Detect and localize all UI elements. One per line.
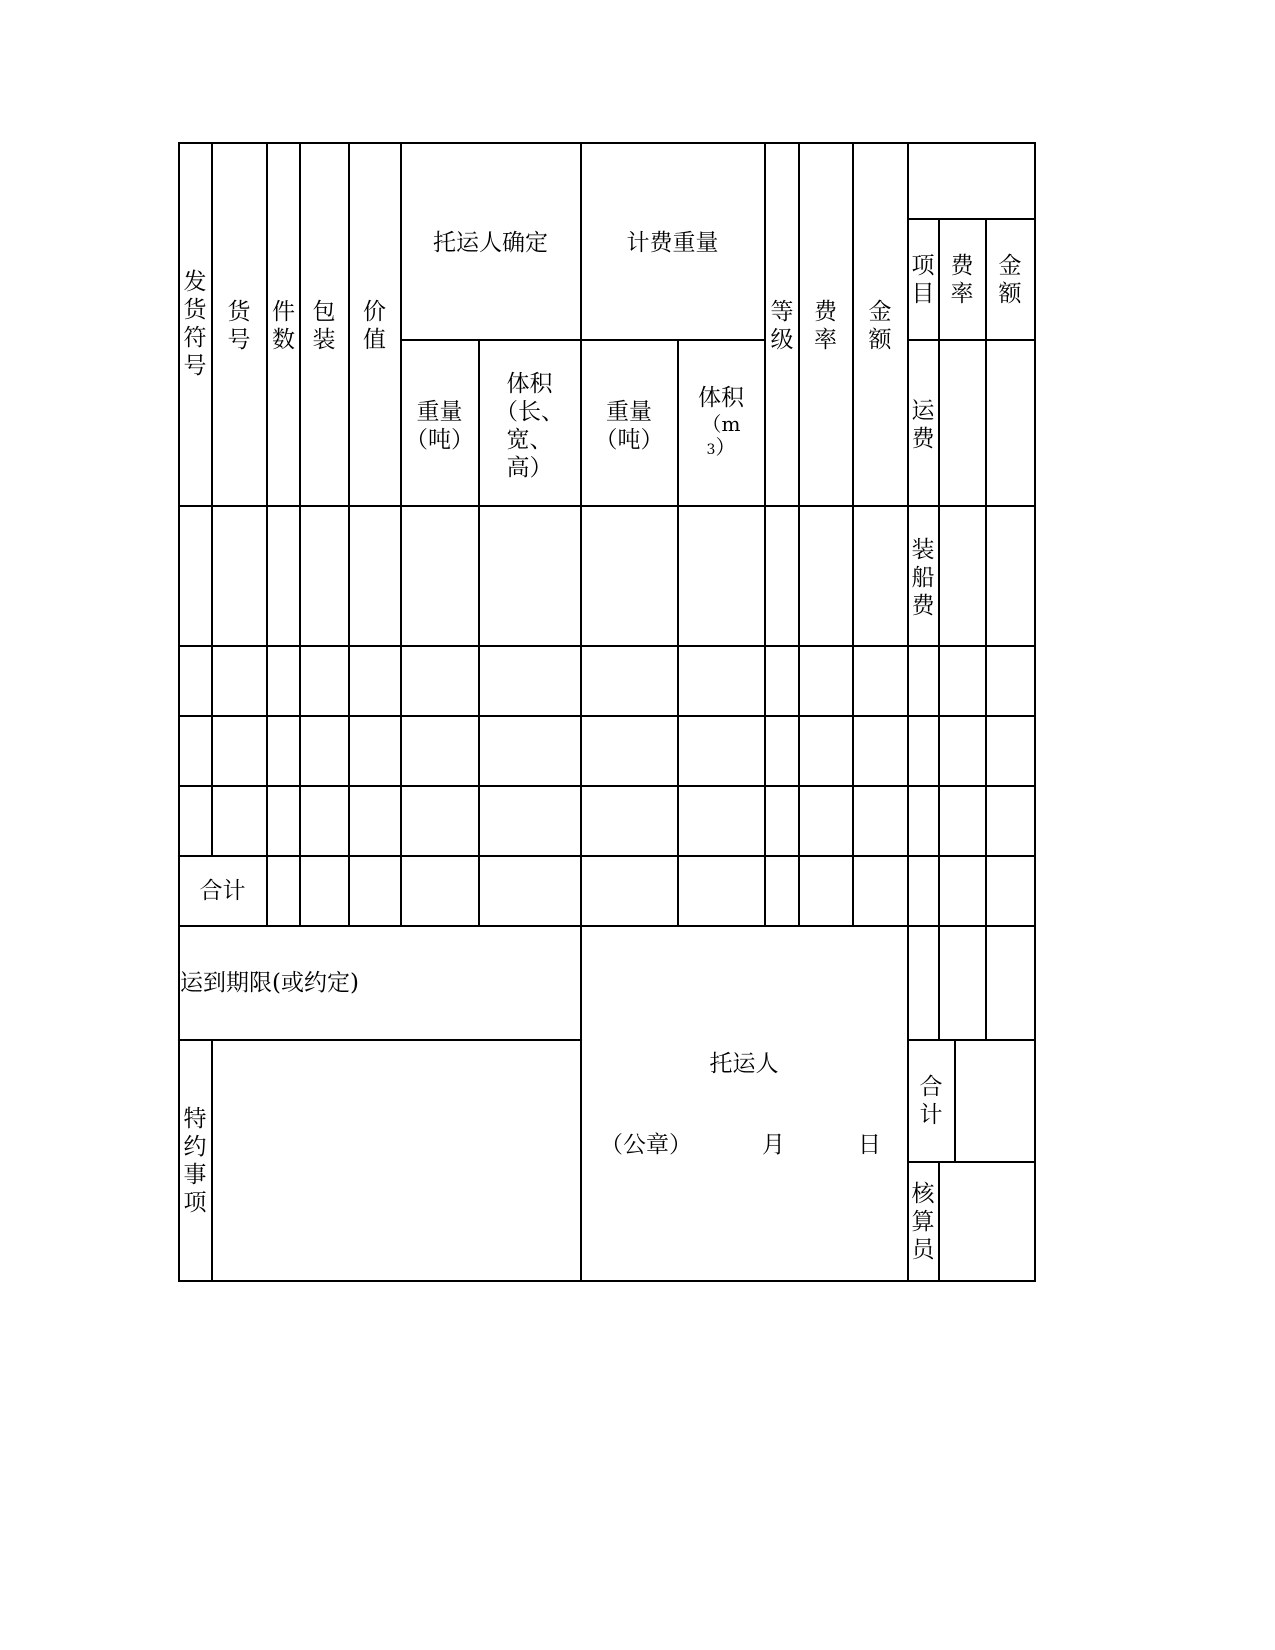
header-amount-char: 额 [868, 327, 892, 353]
rule [907, 218, 1035, 220]
header-shipper-confirmed: 托运人确定 [433, 230, 548, 256]
header-volume-lwh [479, 370, 580, 482]
accountant-char: 算 [911, 1209, 935, 1235]
header-cargo-no-char: 号 [227, 327, 251, 353]
header-pieces-char: 数 [272, 327, 295, 353]
header-shipping-mark-char: 货 [183, 297, 207, 323]
header-weight-line: （吨） [594, 427, 664, 453]
header-rate-char: 费 [814, 299, 837, 325]
rule [907, 339, 1035, 341]
rule [299, 142, 301, 926]
rule [907, 1161, 1035, 1163]
header-item-char: 项 [911, 253, 935, 279]
header-value [349, 298, 400, 354]
rule [938, 218, 940, 1040]
header-item-rate-char: 率 [950, 281, 974, 307]
shipper-label: 托运人 [709, 1051, 779, 1077]
rule [580, 142, 582, 1282]
delivery-deadline-label: 运到期限(或约定) [180, 970, 359, 996]
rule [954, 1039, 956, 1162]
label-loading-fee-char: 船 [911, 565, 935, 591]
header-cargo-no [212, 298, 266, 354]
header-packing-char: 装 [312, 327, 336, 353]
header-shipping-mark [180, 268, 210, 380]
header-item-rate-char: 费 [950, 253, 974, 279]
special-terms-char: 特 [183, 1106, 207, 1132]
header-shipping-mark-char: 符 [183, 325, 207, 351]
header-shipping-mark-char: 发 [183, 269, 207, 295]
label-loading-fee-char: 装 [911, 537, 935, 563]
rule [798, 142, 800, 926]
header-rate [799, 298, 852, 354]
header-weight-tons-1 [401, 398, 478, 454]
special-terms-label [180, 1105, 210, 1217]
header-item-amount [986, 252, 1034, 308]
header-pieces [268, 298, 299, 354]
header-volume-line: （m [701, 412, 741, 436]
day-label: 日 [858, 1132, 881, 1158]
label-loading-fee-char: 费 [911, 593, 935, 619]
rule [211, 1039, 213, 1281]
header-weight-line: （吨） [405, 427, 474, 453]
rule [400, 142, 402, 926]
header-value-char: 值 [363, 327, 386, 353]
accountant-label [908, 1180, 938, 1264]
special-terms-char: 项 [183, 1190, 207, 1216]
month-label: 月 [762, 1132, 785, 1158]
header-billing-weight: 计费重量 [626, 230, 719, 256]
accountant-char: 员 [911, 1237, 935, 1263]
label-freight-char: 费 [911, 426, 935, 452]
rule [211, 142, 213, 856]
header-volume-line: 高） [506, 455, 553, 481]
accountant-char: 核 [911, 1181, 935, 1207]
rule [400, 339, 765, 341]
header-volume-line: 体积 [698, 385, 744, 411]
label-loading-fee [908, 536, 938, 620]
header-grade-char: 等 [770, 299, 794, 325]
rule [178, 1039, 580, 1041]
rule [1034, 142, 1036, 1282]
header-amount [853, 298, 907, 354]
header-packing-char: 包 [312, 299, 336, 325]
fees-total-label [908, 1073, 954, 1129]
special-terms-char: 约 [183, 1134, 207, 1160]
header-volume-m3 [678, 384, 764, 461]
label-freight-char: 运 [911, 398, 935, 424]
header-item-char: 目 [911, 281, 935, 307]
rule [348, 142, 350, 926]
header-volume-line: （长、 [495, 399, 564, 425]
rule [852, 142, 854, 926]
header-item-amount-char: 金 [998, 253, 1022, 279]
special-terms-char: 事 [183, 1162, 207, 1188]
rule [907, 1039, 1035, 1041]
rule [764, 142, 766, 926]
header-volume-line: 3） [706, 435, 736, 459]
header-weight-tons-2 [581, 398, 677, 454]
header-item-rate [939, 252, 985, 308]
header-item [908, 252, 938, 308]
header-weight-line: 重量 [416, 399, 463, 425]
fees-total-char: 合 [919, 1074, 943, 1100]
header-packing [300, 298, 348, 354]
rule [985, 218, 987, 1040]
header-item-amount-char: 额 [998, 281, 1022, 307]
header-grade [766, 298, 798, 354]
label-freight [908, 397, 938, 453]
header-grade-char: 级 [770, 327, 794, 353]
total-row-label: 合计 [199, 878, 246, 904]
header-amount-char: 金 [868, 299, 892, 325]
header-cargo-no-char: 货 [227, 299, 251, 325]
header-rate-char: 率 [814, 327, 837, 353]
header-value-char: 价 [363, 299, 386, 325]
header-volume-line: 宽、 [506, 427, 553, 453]
header-volume-line: 体积 [506, 371, 553, 397]
header-weight-line: 重量 [606, 399, 652, 425]
rule [938, 1161, 940, 1281]
fees-total-char: 计 [919, 1102, 943, 1128]
rule [266, 142, 268, 926]
seal-label: （公章） [600, 1132, 692, 1158]
header-shipping-mark-char: 号 [183, 353, 207, 379]
header-pieces-char: 件 [272, 299, 295, 325]
